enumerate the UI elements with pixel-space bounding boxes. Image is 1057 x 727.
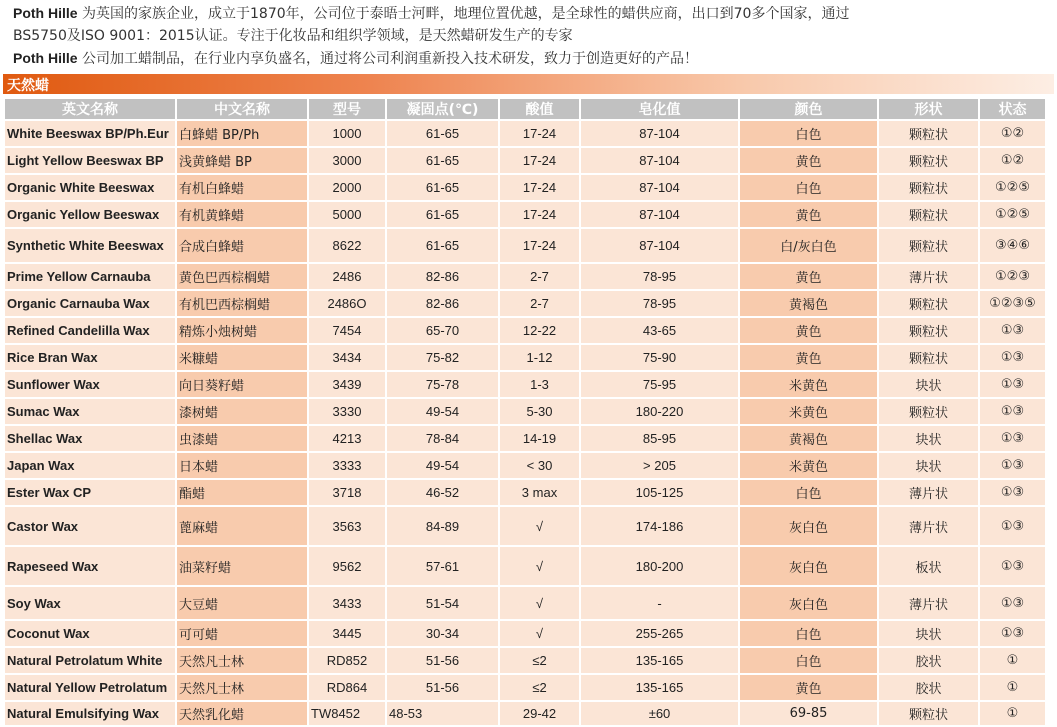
cell-acid-value: √ <box>500 621 579 646</box>
cell-saponification-value: 180-200 <box>581 547 738 585</box>
intro-line-1 <box>13 2 1053 25</box>
cell-model: 2486 <box>309 264 385 289</box>
cell-english-name: Coconut Wax <box>5 621 175 646</box>
cell-english-name: Organic Yellow Beeswax <box>5 202 175 227</box>
cell-chinese-name: 精炼小烛树蜡 <box>177 318 307 343</box>
cell-chinese-name: 天然凡士林 <box>177 675 307 700</box>
cell-shape: 薄片状 <box>879 507 978 545</box>
cell-acid-value: 1-3 <box>500 372 579 397</box>
cell-saponification-value: - <box>581 587 738 619</box>
cell-shape: 颗粒状 <box>879 399 978 424</box>
cell-chinese-name: 米糠蜡 <box>177 345 307 370</box>
cell-shape: 胶状 <box>879 648 978 673</box>
col-header-english-name: 英文名称 <box>5 99 175 119</box>
cell-shape: 薄片状 <box>879 264 978 289</box>
cell-saponification-value: 43-65 <box>581 318 738 343</box>
cell-english-name: Synthetic White Beeswax <box>5 229 175 262</box>
cell-acid-value: < 30 <box>500 453 579 478</box>
cell-chinese-name: 合成白蜂蜡 <box>177 229 307 262</box>
cell-solidification-point: 48-53 <box>387 702 498 725</box>
cell-acid-value: 17-24 <box>500 148 579 173</box>
cell-chinese-name: 黄色巴西棕榈蜡 <box>177 264 307 289</box>
cell-acid-value: 5-30 <box>500 399 579 424</box>
cell-solidification-point: 84-89 <box>387 507 498 545</box>
cell-color: 黄色 <box>740 345 877 370</box>
cell-model: 4213 <box>309 426 385 451</box>
table-row <box>5 702 1045 725</box>
cell-status: ①③ <box>980 345 1045 370</box>
cell-acid-value: √ <box>500 587 579 619</box>
cell-color: 黄色 <box>740 675 877 700</box>
intro-line-3 <box>13 47 1053 70</box>
col-header-acid-value: 酸值 <box>500 99 579 119</box>
table-row <box>5 426 1045 451</box>
cell-saponification-value: 87-104 <box>581 148 738 173</box>
cell-shape: 薄片状 <box>879 480 978 505</box>
cell-chinese-name: 有机黄蜂蜡 <box>177 202 307 227</box>
cell-status: ① <box>980 702 1045 725</box>
cell-shape: 颗粒状 <box>879 702 978 725</box>
cell-model: 3330 <box>309 399 385 424</box>
cell-model: 3434 <box>309 345 385 370</box>
cell-english-name: Organic Carnauba Wax <box>5 291 175 316</box>
cell-saponification-value: 87-104 <box>581 175 738 200</box>
cell-color: 米黄色 <box>740 453 877 478</box>
table-row <box>5 264 1045 289</box>
cell-solidification-point: 61-65 <box>387 121 498 146</box>
cell-chinese-name: 可可蜡 <box>177 621 307 646</box>
cell-status: ①③ <box>980 453 1045 478</box>
cell-shape: 颗粒状 <box>879 291 978 316</box>
cell-saponification-value: 174-186 <box>581 507 738 545</box>
col-header-status: 状态 <box>980 99 1045 119</box>
cell-solidification-point: 61-65 <box>387 148 498 173</box>
cell-english-name: Prime Yellow Carnauba <box>5 264 175 289</box>
cell-saponification-value: > 205 <box>581 453 738 478</box>
cell-saponification-value: 75-90 <box>581 345 738 370</box>
cell-shape: 块状 <box>879 372 978 397</box>
cell-saponification-value: 135-165 <box>581 675 738 700</box>
cell-shape: 颗粒状 <box>879 229 978 262</box>
cell-solidification-point: 49-54 <box>387 453 498 478</box>
cell-acid-value: ≤2 <box>500 675 579 700</box>
cell-model: 3439 <box>309 372 385 397</box>
cell-english-name: Light Yellow Beeswax BP <box>5 148 175 173</box>
table-row <box>5 587 1045 619</box>
cell-acid-value: 17-24 <box>500 175 579 200</box>
cell-model: 3333 <box>309 453 385 478</box>
cell-acid-value: 2-7 <box>500 291 579 316</box>
col-header-color: 颜色 <box>740 99 877 119</box>
cell-status: ③④⑥ <box>980 229 1045 262</box>
cell-model: 7454 <box>309 318 385 343</box>
cell-status: ①②③⑤ <box>980 291 1045 316</box>
cell-model: 8622 <box>309 229 385 262</box>
cell-chinese-name: 日本蜡 <box>177 453 307 478</box>
cell-solidification-point: 75-78 <box>387 372 498 397</box>
cell-shape: 颗粒状 <box>879 318 978 343</box>
table-header-row <box>5 99 1045 119</box>
intro-paragraph <box>13 2 1053 70</box>
cell-acid-value: 3 max <box>500 480 579 505</box>
cell-acid-value: √ <box>500 507 579 545</box>
table-row <box>5 291 1045 316</box>
cell-color: 米黄色 <box>740 399 877 424</box>
cell-status: ①③ <box>980 587 1045 619</box>
table-row <box>5 480 1045 505</box>
table-row <box>5 148 1045 173</box>
cell-shape: 颗粒状 <box>879 148 978 173</box>
cell-solidification-point: 61-65 <box>387 229 498 262</box>
cell-acid-value: 14-19 <box>500 426 579 451</box>
cell-solidification-point: 30-34 <box>387 621 498 646</box>
cell-chinese-name: 虫漆蜡 <box>177 426 307 451</box>
cell-saponification-value: 105-125 <box>581 480 738 505</box>
cell-status: ①② <box>980 148 1045 173</box>
cell-english-name: Refined Candelilla Wax <box>5 318 175 343</box>
section-title: 天然蜡 <box>7 78 49 94</box>
cell-english-name: Rice Bran Wax <box>5 345 175 370</box>
cell-acid-value: 17-24 <box>500 121 579 146</box>
cell-english-name: Soy Wax <box>5 587 175 619</box>
col-header-saponification-value: 皂化值 <box>581 99 738 119</box>
cell-status: ①③ <box>980 399 1045 424</box>
cell-chinese-name: 浅黄蜂蜡 BP <box>177 148 307 173</box>
cell-saponification-value: 78-95 <box>581 291 738 316</box>
cell-solidification-point: 51-54 <box>387 587 498 619</box>
cell-color: 白色 <box>740 621 877 646</box>
cell-english-name: Natural Yellow Petrolatum <box>5 675 175 700</box>
cell-color: 黄色 <box>740 148 877 173</box>
cell-saponification-value: 75-95 <box>581 372 738 397</box>
cell-acid-value: ≤2 <box>500 648 579 673</box>
cell-shape: 薄片状 <box>879 587 978 619</box>
table-row <box>5 507 1045 545</box>
cell-chinese-name: 漆树蜡 <box>177 399 307 424</box>
cell-chinese-name: 白蜂蜡 BP/Ph <box>177 121 307 146</box>
cell-solidification-point: 61-65 <box>387 202 498 227</box>
cell-model: 5000 <box>309 202 385 227</box>
cell-chinese-name: 大豆蜡 <box>177 587 307 619</box>
cell-shape: 颗粒状 <box>879 345 978 370</box>
brand-name: Poth Hille <box>13 5 78 21</box>
col-header-solidification-point: 凝固点(℃) <box>387 99 498 119</box>
cell-model: TW8452 <box>309 702 385 725</box>
cell-acid-value: 12-22 <box>500 318 579 343</box>
cell-color: 黄色 <box>740 202 877 227</box>
cell-english-name: Rapeseed Wax <box>5 547 175 585</box>
cell-color: 灰白色 <box>740 587 877 619</box>
section-header <box>3 74 1054 94</box>
cell-color: 黄色 <box>740 264 877 289</box>
cell-solidification-point: 57-61 <box>387 547 498 585</box>
cell-color: 黄褐色 <box>740 426 877 451</box>
col-header-model: 型号 <box>309 99 385 119</box>
cell-english-name: Sunflower Wax <box>5 372 175 397</box>
cell-english-name: Sumac Wax <box>5 399 175 424</box>
cell-status: ①③ <box>980 480 1045 505</box>
cell-solidification-point: 46-52 <box>387 480 498 505</box>
cell-color: 灰白色 <box>740 547 877 585</box>
cell-status: ①③ <box>980 547 1045 585</box>
cell-shape: 块状 <box>879 426 978 451</box>
cell-acid-value: √ <box>500 547 579 585</box>
intro-text-1: 为英国的家族企业，成立于1870年，公司位于泰晤士河畔，地理位置优越，是全球性的蜡供应商，出口到70多个国家，通过 <box>77 6 850 22</box>
table-row <box>5 675 1045 700</box>
table-row <box>5 453 1045 478</box>
cell-saponification-value: ±60 <box>581 702 738 725</box>
cell-saponification-value: 87-104 <box>581 121 738 146</box>
cell-acid-value: 2-7 <box>500 264 579 289</box>
cell-color: 白色 <box>740 121 877 146</box>
cell-solidification-point: 75-82 <box>387 345 498 370</box>
cell-model: 3563 <box>309 507 385 545</box>
cell-status: ① <box>980 648 1045 673</box>
cell-shape: 块状 <box>879 453 978 478</box>
cell-model: 3000 <box>309 148 385 173</box>
cell-model: 3718 <box>309 480 385 505</box>
table-row <box>5 372 1045 397</box>
cell-model: RD852 <box>309 648 385 673</box>
cell-english-name: Japan Wax <box>5 453 175 478</box>
table-row <box>5 229 1045 262</box>
cell-saponification-value: 87-104 <box>581 229 738 262</box>
cell-status: ①③ <box>980 318 1045 343</box>
cell-english-name: Natural Petrolatum White <box>5 648 175 673</box>
cell-model: 2000 <box>309 175 385 200</box>
cell-chinese-name: 酯蜡 <box>177 480 307 505</box>
cell-acid-value: 1-12 <box>500 345 579 370</box>
cell-saponification-value: 255-265 <box>581 621 738 646</box>
cell-chinese-name: 天然凡士林 <box>177 648 307 673</box>
cell-saponification-value: 87-104 <box>581 202 738 227</box>
cell-solidification-point: 51-56 <box>387 648 498 673</box>
table-row <box>5 399 1045 424</box>
table-row <box>5 345 1045 370</box>
cell-chinese-name: 有机白蜂蜡 <box>177 175 307 200</box>
cell-english-name: Organic White Beeswax <box>5 175 175 200</box>
table-row <box>5 175 1045 200</box>
cell-model: 3433 <box>309 587 385 619</box>
intro-line-2: BS5750及ISO 9001：2015认证。专注于化妆品和组织学领域，是天然蜡研发生产的专家 <box>13 28 573 44</box>
cell-shape: 块状 <box>879 621 978 646</box>
cell-saponification-value: 85-95 <box>581 426 738 451</box>
col-header-chinese-name: 中文名称 <box>177 99 307 119</box>
cell-solidification-point: 65-70 <box>387 318 498 343</box>
cell-english-name: Shellac Wax <box>5 426 175 451</box>
cell-acid-value: 17-24 <box>500 229 579 262</box>
cell-shape: 颗粒状 <box>879 175 978 200</box>
table-row <box>5 121 1045 146</box>
cell-saponification-value: 180-220 <box>581 399 738 424</box>
cell-color: 灰白色 <box>740 507 877 545</box>
cell-english-name: White Beeswax BP/Ph.Eur <box>5 121 175 146</box>
cell-status: ① <box>980 675 1045 700</box>
cell-solidification-point: 78-84 <box>387 426 498 451</box>
cell-status: ①②⑤ <box>980 175 1045 200</box>
cell-shape: 颗粒状 <box>879 202 978 227</box>
cell-status: ①②⑤ <box>980 202 1045 227</box>
table-row <box>5 648 1045 673</box>
cell-color: 白/灰白色 <box>740 229 877 262</box>
cell-acid-value: 29-42 <box>500 702 579 725</box>
table-row <box>5 621 1045 646</box>
table-row <box>5 202 1045 227</box>
table-row <box>5 318 1045 343</box>
cell-solidification-point: 49-54 <box>387 399 498 424</box>
cell-english-name: Natural Emulsifying Wax <box>5 702 175 725</box>
cell-status: ①③ <box>980 372 1045 397</box>
cell-chinese-name: 有机巴西棕榈蜡 <box>177 291 307 316</box>
cell-color: 黄褐色 <box>740 291 877 316</box>
intro-text-3: 公司加工蜡制品，在行业内享负盛名，通过将公司利润重新投入技术研发，致力于创造更好的产品！ <box>77 51 699 67</box>
cell-color: 黄色 <box>740 318 877 343</box>
cell-status: ①③ <box>980 621 1045 646</box>
cell-chinese-name: 油菜籽蜡 <box>177 547 307 585</box>
col-header-shape: 形状 <box>879 99 978 119</box>
cell-shape: 颗粒状 <box>879 121 978 146</box>
cell-status: ①③ <box>980 507 1045 545</box>
cell-color: 69-85 <box>740 702 877 725</box>
cell-solidification-point: 82-86 <box>387 264 498 289</box>
cell-status: ①② <box>980 121 1045 146</box>
cell-chinese-name: 天然乳化蜡 <box>177 702 307 725</box>
cell-color: 米黄色 <box>740 372 877 397</box>
cell-solidification-point: 82-86 <box>387 291 498 316</box>
cell-english-name: Ester Wax CP <box>5 480 175 505</box>
cell-model: 3445 <box>309 621 385 646</box>
cell-model: 1000 <box>309 121 385 146</box>
cell-color: 白色 <box>740 175 877 200</box>
brand-name-2: Poth Hille <box>13 50 78 66</box>
cell-color: 白色 <box>740 480 877 505</box>
table-row <box>5 547 1045 585</box>
cell-model: 9562 <box>309 547 385 585</box>
wax-table <box>3 97 1047 727</box>
cell-shape: 胶状 <box>879 675 978 700</box>
cell-shape: 板状 <box>879 547 978 585</box>
cell-acid-value: 17-24 <box>500 202 579 227</box>
cell-english-name: Castor Wax <box>5 507 175 545</box>
cell-solidification-point: 51-56 <box>387 675 498 700</box>
cell-solidification-point: 61-65 <box>387 175 498 200</box>
cell-color: 白色 <box>740 648 877 673</box>
cell-saponification-value: 135-165 <box>581 648 738 673</box>
cell-chinese-name: 蓖麻蜡 <box>177 507 307 545</box>
cell-model: RD864 <box>309 675 385 700</box>
cell-saponification-value: 78-95 <box>581 264 738 289</box>
cell-status: ①②③ <box>980 264 1045 289</box>
cell-model: 2486O <box>309 291 385 316</box>
cell-status: ①③ <box>980 426 1045 451</box>
cell-chinese-name: 向日葵籽蜡 <box>177 372 307 397</box>
